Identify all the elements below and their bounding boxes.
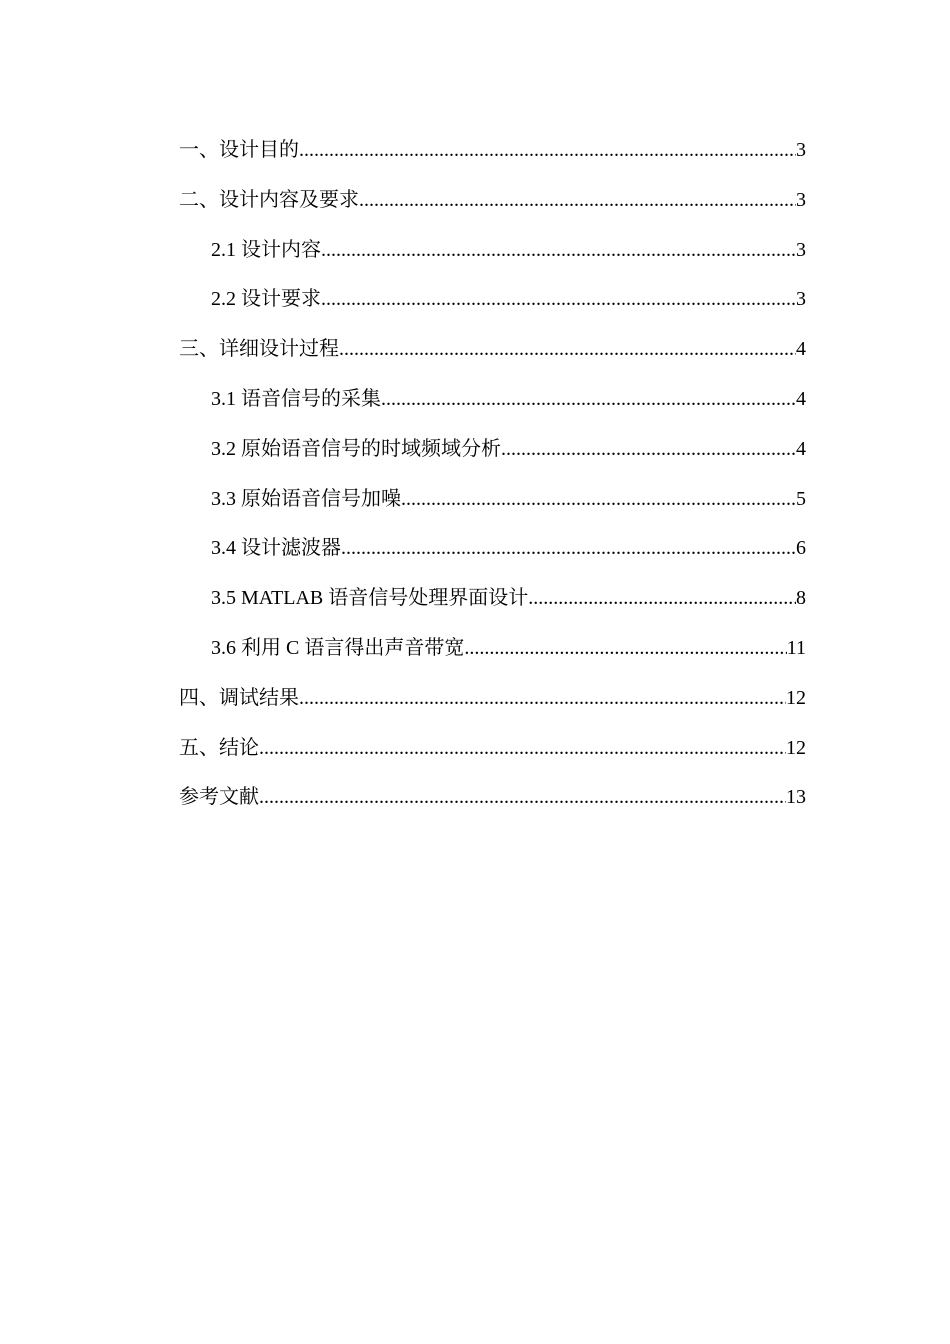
toc-entry[interactable]: [179, 135, 806, 185]
toc-dot-leader: [528, 583, 796, 613]
toc-entry-page: 4: [796, 437, 806, 460]
toc-dot-leader: [259, 733, 786, 763]
toc-entry-page: 3: [796, 238, 806, 261]
toc-entry[interactable]: [179, 384, 806, 434]
toc-entry-page: 13: [786, 786, 806, 809]
toc-entry-page: 3: [796, 139, 806, 161]
toc-entry[interactable]: [179, 284, 806, 334]
toc-dot-leader: [401, 484, 796, 514]
toc-entry-page: 3: [796, 288, 806, 311]
toc-entry-page: 12: [786, 736, 806, 759]
toc-entry-page: 8: [796, 587, 806, 610]
toc-entry-title: 五、结论: [179, 736, 259, 759]
toc-dot-leader: [321, 235, 796, 265]
toc-entry-title: 3.5 MATLAB 语音信号处理界面设计: [211, 587, 529, 610]
toc-dot-leader: [359, 185, 796, 215]
toc-dot-leader: [339, 334, 796, 364]
toc-entry[interactable]: [179, 334, 806, 384]
toc-entry[interactable]: [179, 235, 806, 285]
toc-entry-title: 2.1 设计内容: [211, 238, 321, 261]
toc-entry-page: 4: [796, 387, 806, 410]
toc-entry-title: 3.4 设计滤波器: [211, 537, 341, 560]
toc-dot-leader: [381, 384, 796, 414]
table-of-contents: [179, 135, 806, 832]
toc-entry-title: 3.3 原始语音信号加噪: [211, 487, 401, 510]
toc-entry-title: 三、详细设计过程: [179, 338, 339, 361]
toc-dot-leader: [321, 284, 796, 314]
toc-entry[interactable]: [179, 583, 806, 633]
toc-entry[interactable]: [179, 185, 806, 235]
toc-dot-leader: [341, 533, 796, 563]
toc-entry[interactable]: [179, 633, 806, 683]
toc-entry[interactable]: [179, 434, 806, 484]
toc-entry-page: 6: [796, 537, 806, 560]
toc-dot-leader: [464, 633, 786, 663]
toc-entry-title: 2.2 设计要求: [211, 288, 321, 311]
toc-entry-title: 3.2 原始语音信号的时域频域分析: [211, 437, 501, 460]
toc-entry-page: 5: [796, 487, 806, 510]
toc-entry[interactable]: [179, 733, 806, 783]
toc-entry-title: 一、设计目的: [179, 139, 299, 161]
toc-entry-title: 参考文献: [179, 786, 259, 809]
toc-entry[interactable]: [179, 533, 806, 583]
toc-entry-title: 3.6 利用 C 语言得出声音带宽: [211, 636, 465, 659]
toc-entry[interactable]: [179, 683, 806, 733]
toc-dot-leader: [299, 135, 796, 165]
toc-entry-page: 11: [786, 636, 806, 659]
toc-entry-title: 二、设计内容及要求: [179, 188, 359, 211]
toc-entry[interactable]: [179, 782, 806, 832]
toc-dot-leader: [259, 782, 786, 812]
toc-entry-title: 四、调试结果: [179, 686, 299, 709]
toc-entry-page: 12: [786, 686, 806, 709]
toc-dot-leader: [299, 683, 786, 713]
toc-entry-page: 4: [796, 338, 806, 361]
toc-entry-page: 3: [796, 188, 806, 211]
toc-dot-leader: [501, 434, 796, 464]
toc-entry-title: 3.1 语音信号的采集: [211, 387, 381, 410]
toc-entry[interactable]: [179, 484, 806, 534]
